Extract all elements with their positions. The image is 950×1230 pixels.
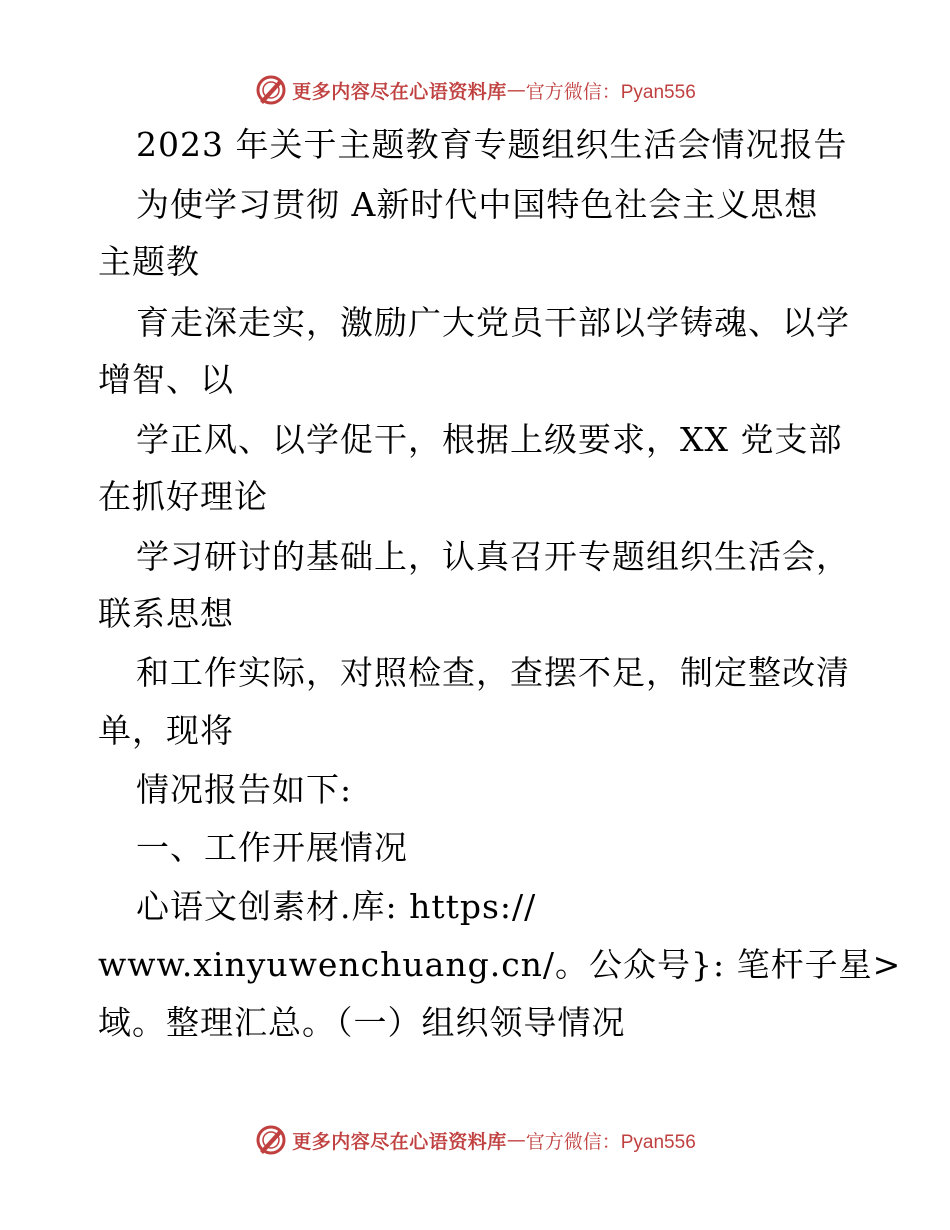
paragraph-line: 为使学习贯彻 A新时代中国特色社会主义思想 [136, 185, 819, 224]
watermark-wechat: 官方微信：Pyan556 [525, 81, 696, 103]
paragraph-line: 域。整理汇总。（一）组织领导情况 [98, 1003, 626, 1042]
paragraph-line: 在抓好理论 [98, 477, 268, 516]
watermark-separator: — [506, 1129, 526, 1151]
paragraph-line: 和工作实际，对照检查，查摆不足，制定整改清 [136, 653, 850, 692]
footer-watermark [0, 1122, 950, 1158]
paragraph-line: 学习研讨的基础上，认真召开专题组织生活会， [136, 537, 850, 576]
watermark-separator: — [506, 79, 526, 101]
paragraph-line: 育走深走实，激励广大党员干部以学铸魂、以学 [136, 303, 850, 342]
paragraph-line: 情况报告如下: [136, 770, 353, 809]
watermark-wechat: 官方微信：Pyan556 [525, 1131, 696, 1153]
watermark-text: 更多内容尽在心语资料库 [292, 1130, 507, 1153]
header-watermark [0, 72, 950, 108]
pen-quill-logo-icon [254, 1123, 288, 1157]
section-heading: 一、工作开展情况 [136, 828, 408, 867]
pen-quill-logo-icon [254, 73, 288, 107]
paragraph-line: www.xinyuwenchuang.cn/。公众号}: 笔杆子星> [98, 945, 902, 984]
paragraph-line: 主题教 [98, 242, 200, 281]
paragraph-line: 心语文创素材.库: https:// [136, 887, 537, 926]
paragraph-line: 单，现将 [98, 711, 234, 750]
paragraph-line: 增智、以 [98, 360, 234, 399]
paragraph-line: 学正风、以学促干，根据上级要求，XX 党支部 [136, 420, 843, 459]
document-title: 2023 年关于主题教育专题组织生活会情况报告 [136, 125, 848, 164]
watermark-text: 更多内容尽在心语资料库 [292, 80, 507, 103]
paragraph-line: 联系思想 [98, 594, 234, 633]
